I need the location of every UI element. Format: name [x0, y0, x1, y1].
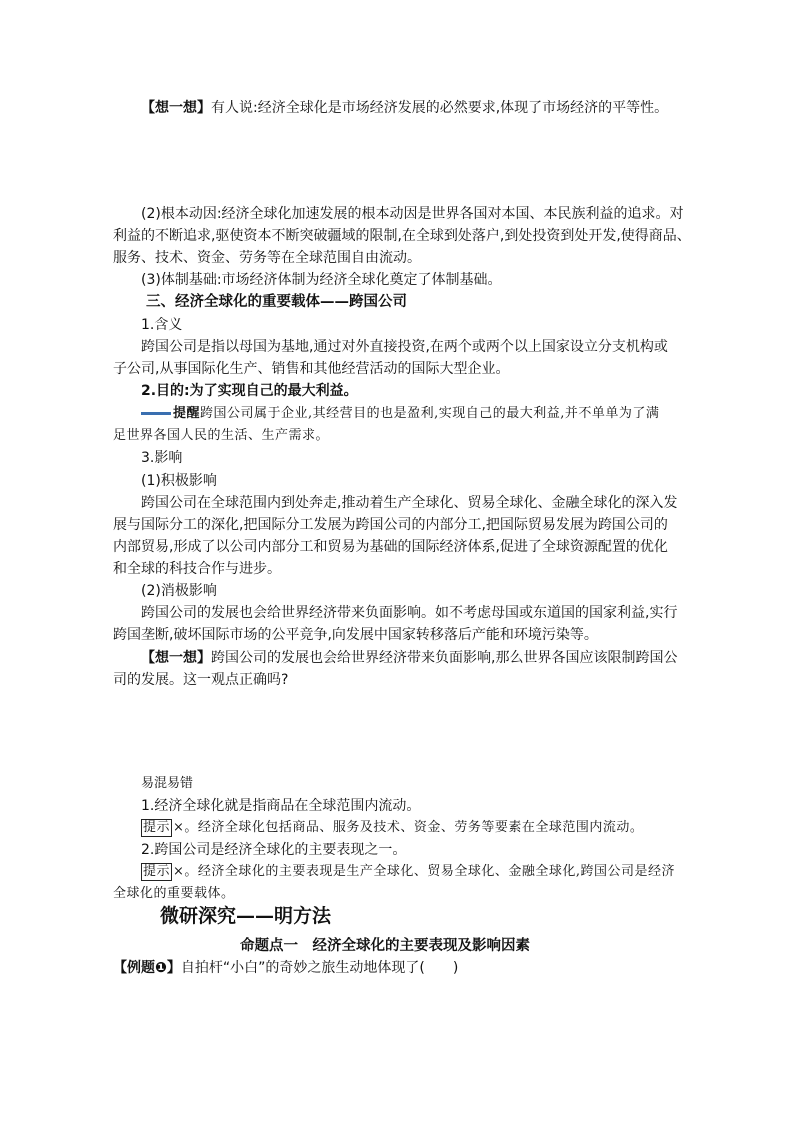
paragraph-line: 和全球的科技合作与进步。	[113, 561, 281, 577]
paragraph-line: 子公司,从事国际化生产、销售和其他经营活动的国际大型企业。	[113, 361, 510, 377]
paragraph-root-motive: (2)根本动因:经济全球化加速发展的根本动因是世界各国对本国、本民族利益的追求。对	[141, 206, 684, 222]
hint-label: 提示	[143, 864, 171, 879]
section-heading-3: 三、经济全球化的重要载体——跨国公司	[146, 294, 407, 310]
study-heading: 微研深究——明方法	[160, 905, 332, 927]
positive-impact-title: (1)积极影响	[141, 473, 217, 489]
paragraph-line: 利益的不断追求,驱使资本不断突破疆域的限制,在全球到处落户,到处投资到处开发,使得商品、	[113, 228, 691, 244]
hint-label: 提示	[143, 820, 171, 835]
meaning-title: 1.含义	[141, 317, 183, 333]
negative-impact-title: (2)消极影响	[141, 583, 217, 599]
paragraph-line: 跨国垄断,破坏国际市场的公平竞争,向发展中国家转移落后产能和环境污染等。	[113, 627, 598, 643]
confusion-question-2: 2.跨国公司是经济全球化的主要表现之一。	[141, 842, 407, 858]
proposition-point-1: 命题点一 经济全球化的主要表现及影响因素	[240, 938, 530, 954]
paragraph-line: 内部贸易,形成了以公司内部分工和贸易为基础的国际经济体系,促进了全球资源配置的优化	[113, 539, 668, 555]
confusion-answer-1: 提示 ×。经济全球化包括商品、服务及技术、资金、劳务等要素在全球范围内流动。	[143, 820, 644, 835]
positive-impact-text: 跨国公司在全球范围内到处奔走,推动着生产全球化、贸易全球化、金融全球化的深入发	[141, 495, 678, 511]
impact-title: 3.影响	[141, 450, 183, 466]
paragraph-line: 司的发展。这一观点正确吗?	[113, 672, 289, 688]
reminder-note-line: 足世界各国人民的生活、生产需求。	[113, 428, 330, 443]
example-1: 【例题❶】自拍杆“小白”的奇妙之旅生动地体现了( )	[113, 960, 459, 976]
confusion-title: 易混易错	[141, 776, 194, 791]
meaning-text: 跨国公司是指以母国为基地,通过对外直接投资,在两个或两个以上国家设立分支机构或	[141, 339, 668, 355]
confusion-answer-2: 提示 ×。经济全球化的主要表现是生产全球化、贸易全球化、金融全球化,跨国公司是经济	[143, 864, 676, 879]
think-question-2: 【想一想】跨国公司的发展也会给世界经济带来负面影响,那么世界各国应该限制跨国公	[141, 650, 678, 666]
paragraph-line: 服务、技术、资金、劳务等在全球范围自由流动。	[113, 250, 421, 266]
paragraph-line: 展与国际分工的深化,把国际分工发展为跨国公司的内部分工,把国际贸易发展为跨国公司的	[113, 517, 668, 533]
reminder-note: 提醒跨国公司属于企业,其经营目的也是盈利,实现自己的最大利益,并不单单为了满	[141, 404, 659, 424]
paragraph-line: 全球化的重要载体。	[113, 886, 235, 901]
purpose-line: 2.目的:为了实现自己的最大利益。	[141, 383, 358, 399]
negative-impact-text: 跨国公司的发展也会给世界经济带来负面影响。如不考虑母国或东道国的国家利益,实行	[141, 605, 678, 621]
reminder-bar-icon	[141, 412, 171, 415]
paragraph-institution: (3)体制基础:市场经济体制为经济全球化奠定了体制基础。	[141, 272, 502, 288]
think-question-1: 【想一想】有人说:经济全球化是市场经济发展的必然要求,体现了市场经济的平等性。	[141, 100, 669, 116]
confusion-question-1: 1.经济全球化就是指商品在全球范围内流动。	[141, 798, 421, 814]
